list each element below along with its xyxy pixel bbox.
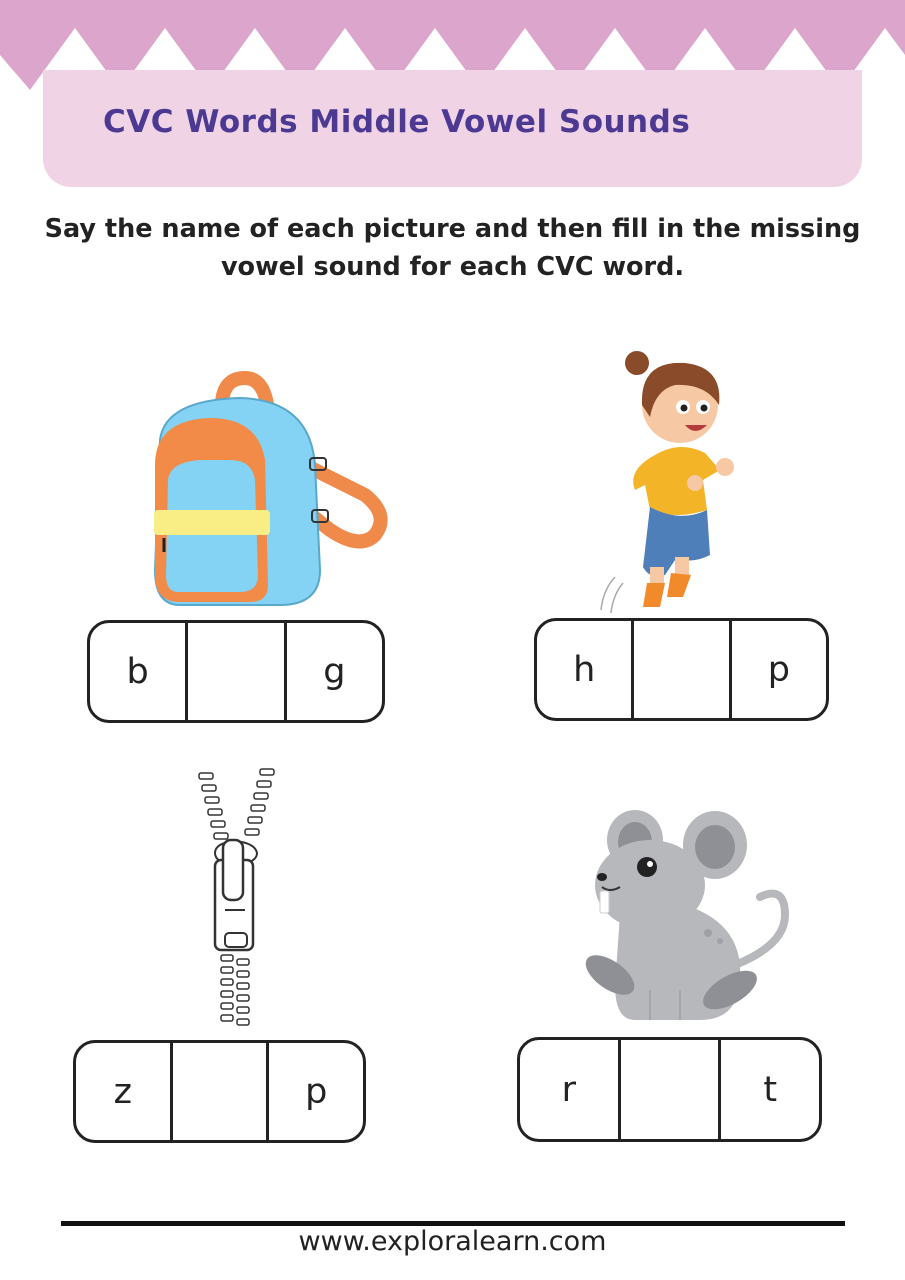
footer-website: www.exploralearn.com xyxy=(298,1226,607,1257)
page-title: CVC Words Middle Vowel Sounds xyxy=(103,104,691,140)
last-letter-cell: p xyxy=(266,1043,363,1140)
vowel-blank-cell[interactable] xyxy=(170,1043,267,1140)
vowel-blank-cell[interactable] xyxy=(618,1040,719,1139)
jumping-girl-image xyxy=(595,345,745,615)
backpack-image xyxy=(140,370,390,610)
first-letter-cell: r xyxy=(561,1069,577,1110)
first-letter-cell: b xyxy=(126,651,149,692)
word-box-zipper xyxy=(73,1040,366,1143)
instructions-text: Say the name of each picture and then fill in the missing vowel sound for each CVC word. xyxy=(44,214,861,282)
word-box-jumping-girl xyxy=(534,618,829,721)
vowel-blank-cell[interactable] xyxy=(185,623,283,720)
last-letter-cell: t xyxy=(718,1040,819,1139)
rat-image xyxy=(580,805,800,1030)
vowel-blank-cell[interactable] xyxy=(631,621,728,718)
first-letter-cell: h xyxy=(573,649,596,690)
last-letter-cell: g xyxy=(284,623,382,720)
first-letter-cell: z xyxy=(113,1071,133,1112)
word-box-rat xyxy=(517,1037,822,1142)
zipper-image xyxy=(195,765,280,1030)
word-box-backpack xyxy=(87,620,385,723)
last-letter-cell: p xyxy=(729,621,826,718)
